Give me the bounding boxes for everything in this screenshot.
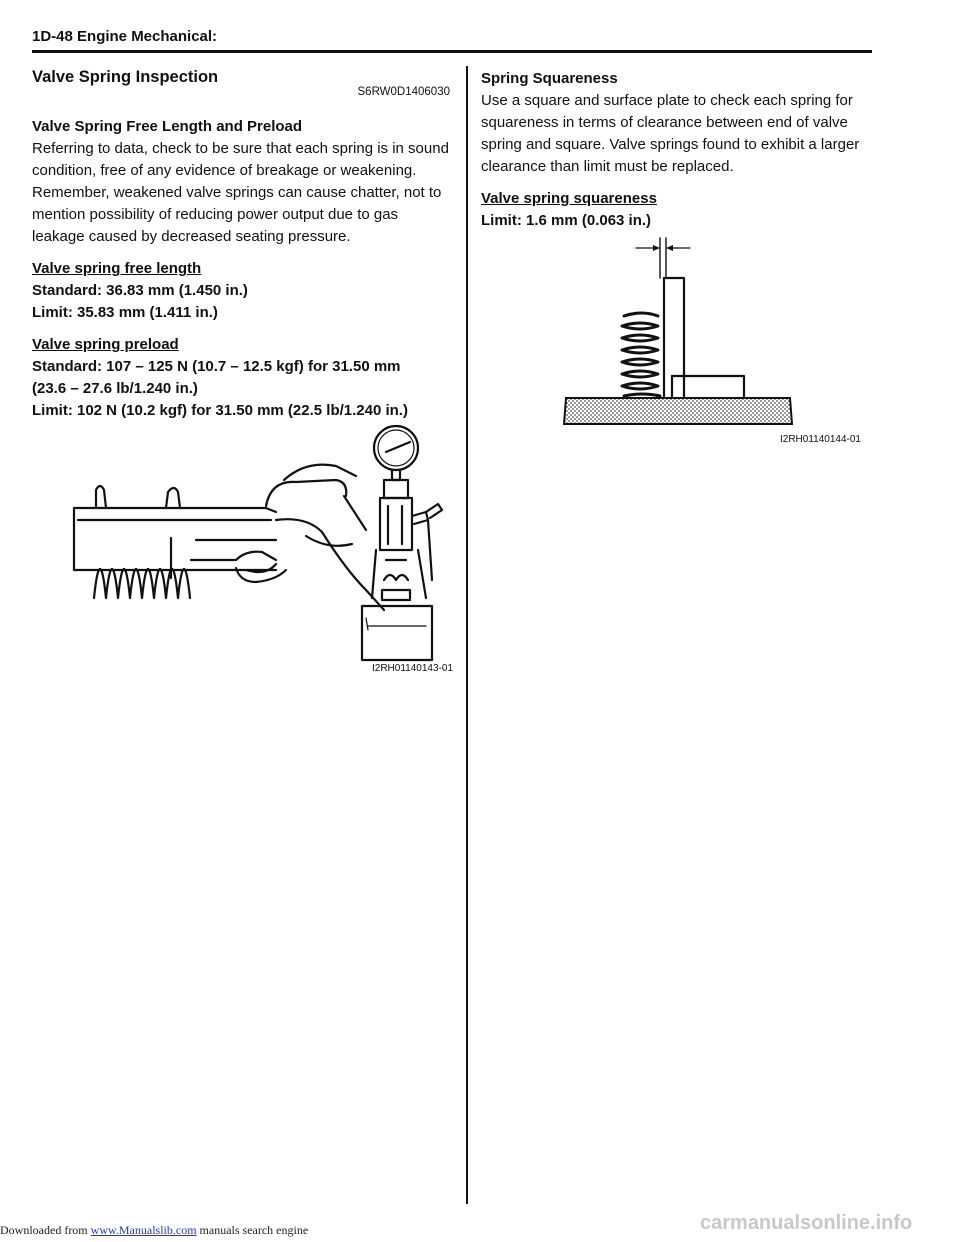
free-length-preload-heading: Valve Spring Free Length and Preload bbox=[32, 118, 303, 135]
right-figure-caption: I2RH01140144-01 bbox=[780, 434, 861, 445]
squareness-paragraph: Use a square and surface plate to check each spring for squareness in terms of clearance between end of valve spring and square. Valve springs found to exhibit a larger clearance than limit must be replaced. bbox=[481, 92, 860, 175]
left-figure-caption: I2RH01140143-01 bbox=[372, 663, 453, 674]
header-rule bbox=[32, 50, 872, 53]
download-footer bbox=[0, 1223, 308, 1238]
free-length-limit: Limit: 35.83 mm (1.411 in.) bbox=[32, 304, 218, 321]
right-column bbox=[481, 66, 873, 232]
preload-title: Valve spring preload bbox=[32, 336, 179, 353]
squareness-spec bbox=[481, 188, 873, 232]
preload-standard-1: Standard: 107 – 125 N (10.7 – 12.5 kgf) for 31.50 mm bbox=[32, 358, 401, 375]
free-length-standard: Standard: 36.83 mm (1.450 in.) bbox=[32, 282, 248, 299]
left-column bbox=[32, 66, 450, 422]
footer-suffix: manuals search engine bbox=[196, 1223, 309, 1237]
preload-spec bbox=[32, 334, 450, 422]
manualslib-link[interactable]: www.Manualslib.com bbox=[90, 1223, 197, 1237]
footer-prefix: Downloaded from bbox=[0, 1223, 91, 1237]
squareness-title: Valve spring squareness bbox=[481, 190, 657, 207]
watermark: carmanualsonline.info bbox=[700, 1212, 913, 1234]
section-code: S6RW0D1406030 bbox=[357, 86, 450, 98]
spring-squareness-figure bbox=[560, 236, 800, 428]
caliper-spring-tester-figure bbox=[66, 420, 456, 675]
squareness-heading: Spring Squareness bbox=[481, 70, 618, 87]
section-title: Valve Spring Inspection bbox=[32, 68, 219, 86]
inspection-paragraph: Referring to data, check to be sure that each spring is in sound condition, free of any evidence of breakage or weakening. Remember, weakened valve springs can cause chatter, not to mention possibility of reducing power output due to gas leakage caused by decreased seating pressure. bbox=[32, 140, 449, 245]
page-header: 1D-48 Engine Mechanical: bbox=[32, 28, 218, 45]
preload-limit: Limit: 102 N (10.2 kgf) for 31.50 mm (22.5 lb/1.240 in.) bbox=[32, 402, 408, 419]
section-title-row bbox=[32, 66, 450, 98]
free-length-title: Valve spring free length bbox=[32, 260, 202, 277]
preload-standard-2: (23.6 – 27.6 lb/1.240 in.) bbox=[32, 380, 198, 397]
free-length-spec bbox=[32, 258, 450, 324]
squareness-limit: Limit: 1.6 mm (0.063 in.) bbox=[481, 212, 652, 229]
column-divider bbox=[466, 66, 468, 1204]
